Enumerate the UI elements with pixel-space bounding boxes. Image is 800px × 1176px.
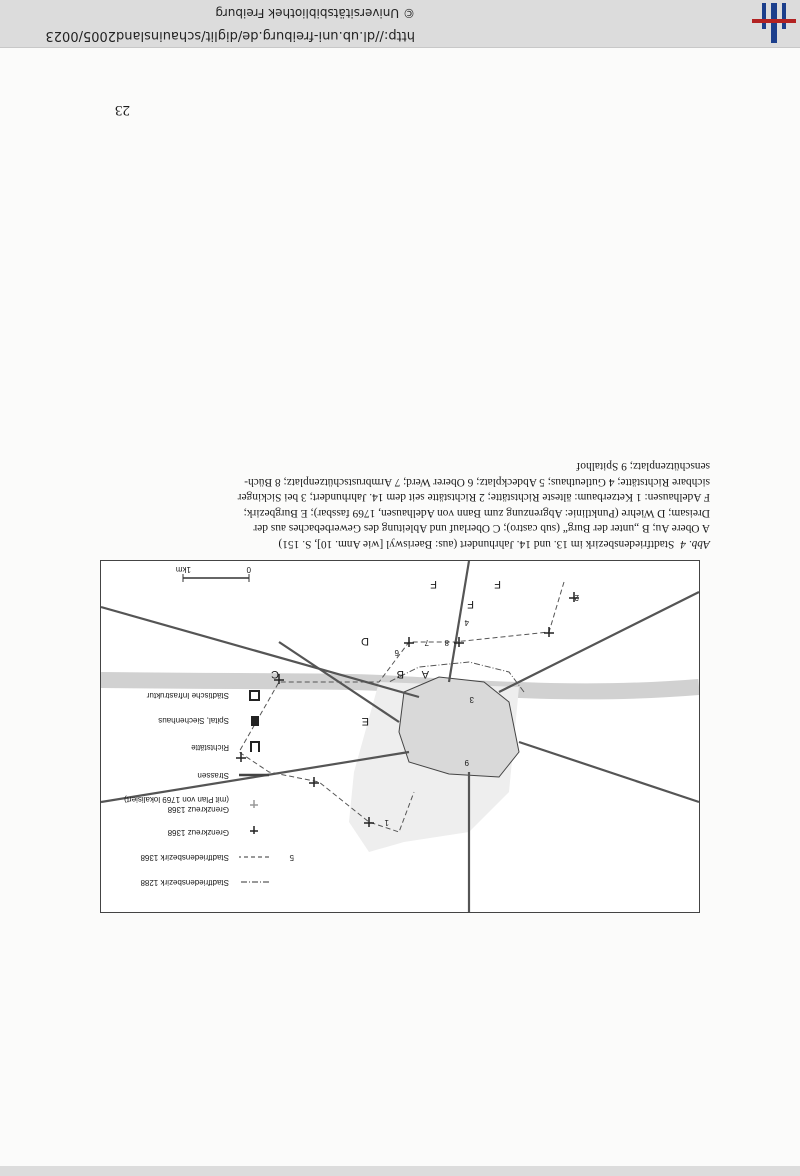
map-figure bbox=[100, 560, 700, 913]
map-number-1: 1 bbox=[384, 818, 389, 827]
map-number-2: 2 bbox=[574, 593, 579, 602]
figure-label: Abb. 4 bbox=[680, 538, 710, 550]
map-number-4: 4 bbox=[464, 618, 469, 627]
legend-label-1288: Stadtfriedensbezirk 1288 bbox=[140, 878, 229, 887]
map-letter-b: B bbox=[396, 668, 404, 680]
map-number-3: 3 bbox=[469, 695, 474, 704]
caption-line-3: Dreisam; D Wiehre (Punktlinie: Abgrenzung zum Bann von Adelhausen, 1769 fassbar); E Burgbezirk; bbox=[243, 507, 710, 519]
digitization-banner bbox=[0, 0, 800, 48]
map-number-5: 5 bbox=[289, 853, 294, 862]
caption-line-1: Abb. 4Stadtfriedensbezirk im 13. und 14. Jahrhundert (aus: Baeriswyl [wie Anm. 10], S. 151) bbox=[278, 538, 710, 550]
legend-label-cross-note: (mit Plan von 1769 lokalisiert) bbox=[124, 795, 229, 804]
footer-strip bbox=[0, 1166, 800, 1176]
caption-line-2: A Obere Au; B „unter der Burg“ (sub castro); C Oberlauf und Ableitung des Gewerbebaches aus der bbox=[253, 522, 710, 535]
map-letter-f3: F bbox=[494, 578, 501, 590]
map-letter-d: D bbox=[361, 635, 369, 647]
map-legend bbox=[239, 691, 269, 882]
page-number: 23 bbox=[115, 102, 130, 118]
caption-line-5: sichbare Richtstätte; 4 Gutleuthaus; 5 Abdeckplatz; 6 Oberer Werd; 7 Armbrustschützenplatz; 8 Büch- bbox=[244, 476, 710, 488]
scale-end: 1km bbox=[175, 565, 191, 574]
caption-line-4: F Adelhausen: 1 Ketzerbaum: älteste Richtstätte; 2 Richtstätte seit dem 14. Jahrhundert; 3 bei Sickinger bbox=[237, 491, 710, 504]
legend-label-roads: Strassen bbox=[197, 771, 229, 780]
map-number-8: 8 bbox=[444, 638, 449, 647]
map-letter-f1: F bbox=[467, 598, 474, 610]
caption-line-6: senschützenplatz; 9 Spitalhof bbox=[576, 460, 710, 473]
map-letter-a: A bbox=[421, 668, 429, 680]
legend-label-1368: Stadtfriedensbezirk 1368 bbox=[140, 853, 229, 862]
map-number-6: 6 bbox=[394, 648, 399, 657]
scale-bar bbox=[183, 574, 249, 582]
university-logo-icon bbox=[752, 3, 796, 43]
map-letter-c: C bbox=[271, 668, 279, 680]
figure-caption bbox=[105, 458, 710, 551]
scale-zero: 0 bbox=[246, 565, 251, 574]
legend-label-cross: Grenzkreuz 1368 bbox=[167, 828, 229, 837]
legend-label-infrastructure: Städtische Infrastruktur bbox=[146, 691, 229, 700]
source-url-link[interactable]: http://dl.ub.uni-freiburg.de/diglit/schauinsland2005/0023 bbox=[45, 28, 415, 43]
map-number-9: 9 bbox=[464, 758, 469, 767]
legend-label-cross-loc: Grenzkreuz 1368 bbox=[167, 805, 229, 814]
copyright-text: © Universitätsbibliothek Freiburg bbox=[215, 6, 415, 20]
map-letter-f2: F bbox=[430, 578, 437, 590]
legend-label-hospital: Spital, Siechenhaus bbox=[158, 716, 229, 725]
map-number-7: 7 bbox=[424, 638, 429, 647]
legend-label-execution: Richtstätte bbox=[191, 743, 229, 752]
map-letter-e: E bbox=[361, 715, 369, 727]
